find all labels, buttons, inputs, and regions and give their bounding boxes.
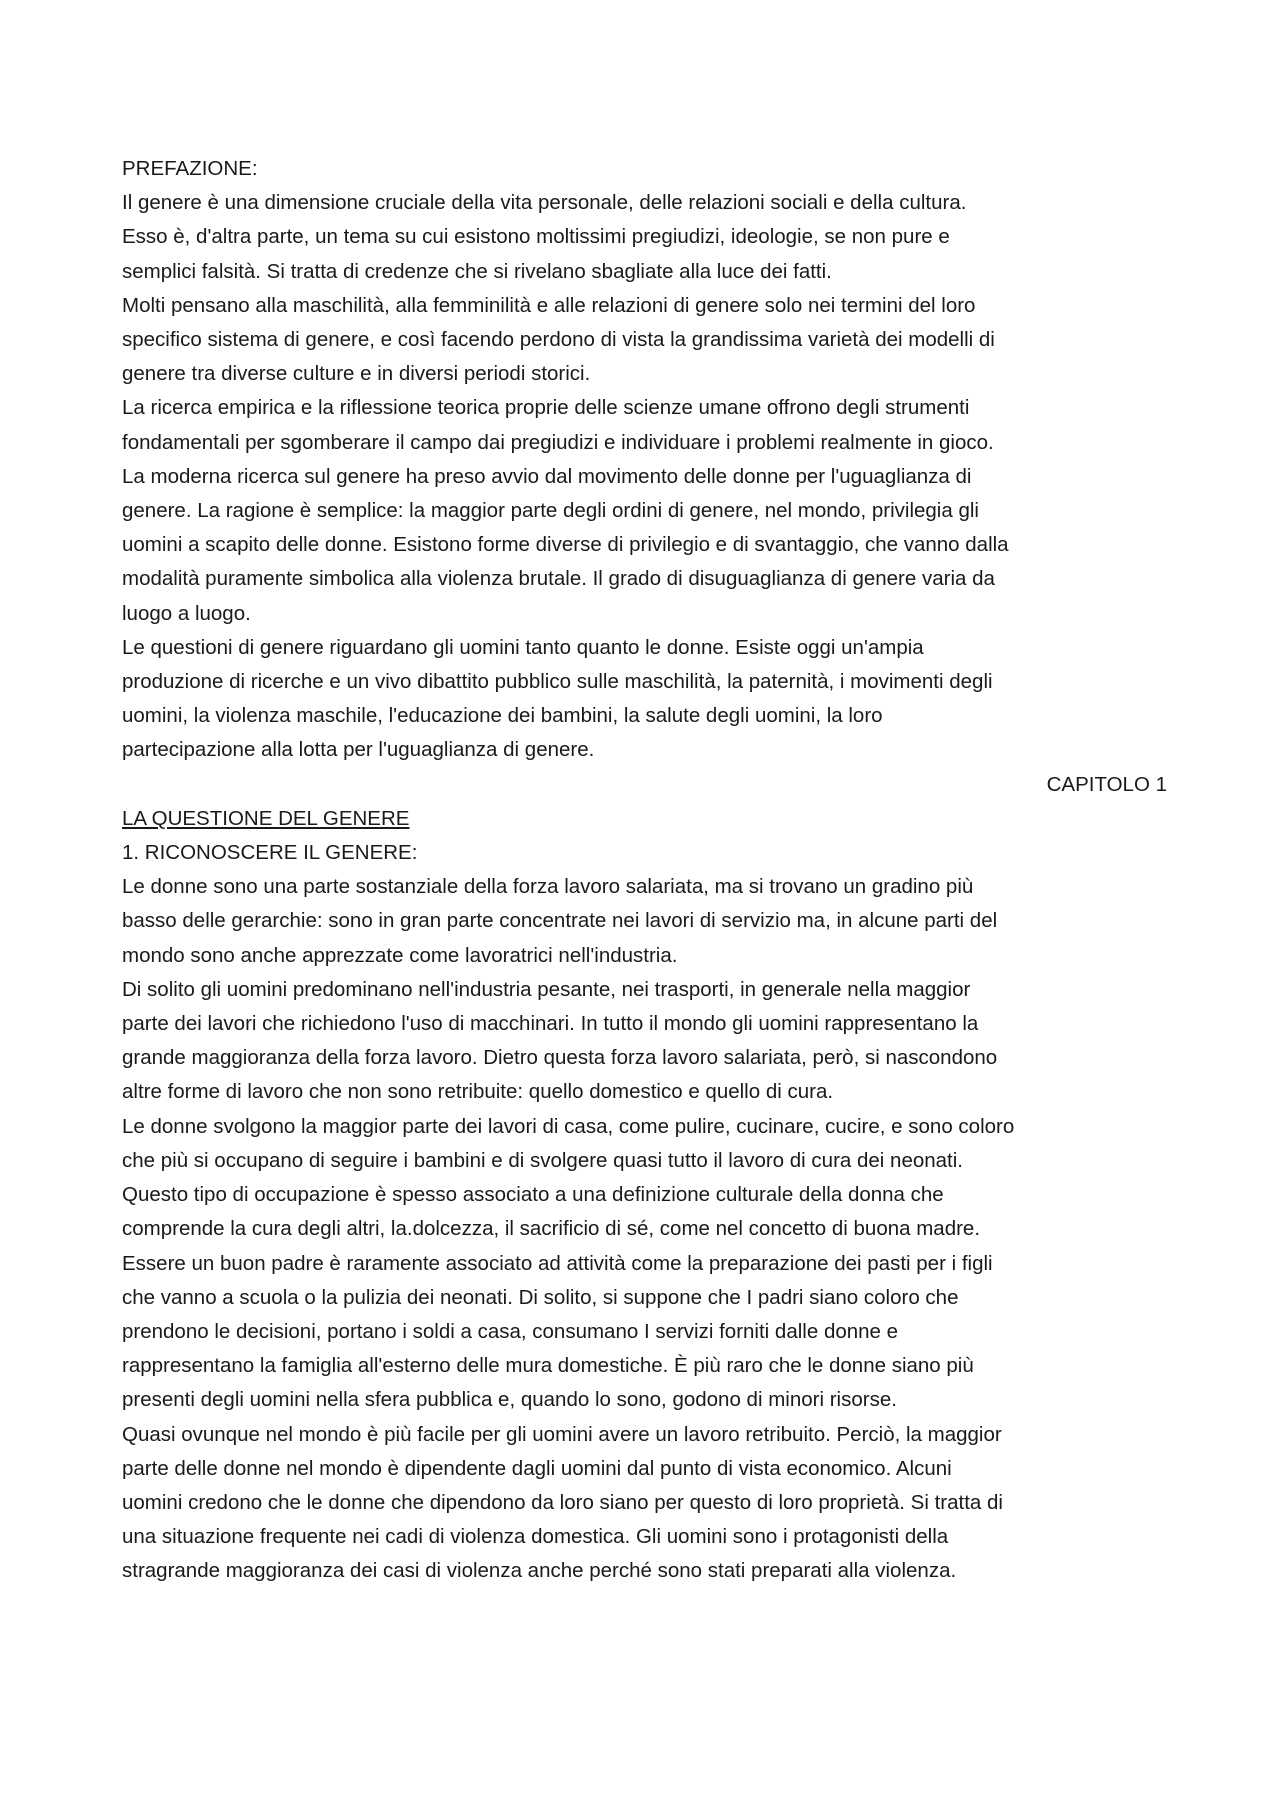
text-line: altre forme di lavoro che non sono retribuite: quello domestico e quello di cura. xyxy=(122,1080,834,1104)
text-line: uomini credono che le donne che dipendono da loro siano per questo di loro proprietà. Si tratta di xyxy=(122,1490,1003,1514)
text-line: basso delle gerarchie: sono in gran parte concentrate nei lavori di servizio ma, in alcune parti del xyxy=(122,909,998,933)
text-line: presenti degli uomini nella sfera pubblica e, quando lo sono, godono di minori risorse. xyxy=(122,1388,897,1412)
text-line: parte delle donne nel mondo è dipendente dagli uomini dal punto di vista economico. Alcuni xyxy=(122,1456,952,1480)
text-line: luogo a luogo. xyxy=(122,601,251,625)
text-line: produzione di ricerche e un vivo dibattito pubblico sulle maschilità, la paternità, i movimenti degli xyxy=(122,670,993,694)
text-line: Le donne sono una parte sostanziale della forza lavoro salariata, ma si trovano un gradino più xyxy=(122,875,974,899)
text-line: mondo sono anche apprezzate come lavoratrici nell'industria. xyxy=(122,943,678,967)
text-line: Le donne svolgono la maggior parte dei lavori di casa, come pulire, cucinare, cucire, e sono coloro xyxy=(122,1114,1015,1138)
preface-heading: PREFAZIONE: xyxy=(122,157,258,180)
text-line: specifico sistema di genere, e così facendo perdono di vista la grandissima varietà dei modelli di xyxy=(122,328,995,352)
text-line: parte dei lavori che richiedono l'uso di macchinari. In tutto il mondo gli uomini rappresentano la xyxy=(122,1012,979,1036)
text-line: genere tra diverse culture e in diversi periodi storici. xyxy=(122,362,591,386)
text-line: genere. La ragione è semplice: la maggior parte degli ordini di genere, nel mondo, privilegia gli xyxy=(122,499,979,523)
text-line: una situazione frequente nei cadi di violenza domestica. Gli uomini sono i protagonisti della xyxy=(122,1525,949,1549)
text-line: prendono le decisioni, portano i soldi a casa, consumano I servizi forniti dalle donne e xyxy=(122,1319,899,1343)
text-line: La ricerca empirica e la riflessione teorica proprie delle scienze umane offrono degli strumenti xyxy=(122,396,970,420)
text-line: Molti pensano alla maschilità, alla femminilità e alle relazioni di genere solo nei termini del loro xyxy=(122,293,976,317)
section-body xyxy=(122,870,1167,1588)
text-line: stragrande maggioranza dei casi di violenza anche perché sono stati preparati alla violenza. xyxy=(122,1559,957,1583)
text-line: La moderna ricerca sul genere ha preso avvio dal movimento delle donne per l'uguaglianza di xyxy=(122,464,972,488)
text-line: Questo tipo di occupazione è spesso associato a una definizione culturale della donna che xyxy=(122,1183,944,1207)
text-line: comprende la cura degli altri, la.dolcezza, il sacrificio di sé, come nel concetto di buona madre. xyxy=(122,1217,981,1241)
text-line: rappresentano la famiglia all'esterno delle mura domestiche. È più raro che le donne siano più xyxy=(122,1354,974,1378)
text-line: uomini, la violenza maschile, l'educazione dei bambini, la salute degli uomini, la loro xyxy=(122,704,883,728)
preface-body xyxy=(122,186,1167,767)
section-heading: 1. RICONOSCERE IL GENERE: xyxy=(122,841,418,865)
text-line: partecipazione alla lotta per l'uguaglianza di genere. xyxy=(122,738,595,762)
text-line: grande maggioranza della forza lavoro. Dietro questa forza lavoro salariata, però, si nascondono xyxy=(122,1046,998,1070)
text-line: fondamentali per sgomberare il campo dai pregiudizi e individuare i problemi realmente in gioco. xyxy=(122,430,994,454)
text-line: Il genere è una dimensione cruciale della vita personale, delle relazioni sociali e della cultura. xyxy=(122,191,967,215)
text-line: che più si occupano di seguire i bambini e di svolgere quasi tutto il lavoro di cura dei neonati. xyxy=(122,1148,964,1172)
text-line: modalità puramente simbolica alla violenza brutale. Il grado di disuguaglianza di genere varia da xyxy=(122,567,995,591)
text-line: uomini a scapito delle donne. Esistono forme diverse di privilegio e di svantaggio, che vanno dalla xyxy=(122,533,1009,557)
text-line: che vanno a scuola o la pulizia dei neonati. Di solito, si suppone che I padri siano coloro che xyxy=(122,1285,959,1309)
text-line: Le questioni di genere riguardano gli uomini tanto quanto le donne. Esiste oggi un'ampia xyxy=(122,635,924,659)
text-line: semplici falsità. Si tratta di credenze che si rivelano sbagliate alla luce dei fatti. xyxy=(122,259,832,283)
text-line: Esso è, d'altra parte, un tema su cui esistono moltissimi pregiudizi, ideologie, se non pure e xyxy=(122,225,950,249)
chapter-title: LA QUESTIONE DEL GENERE xyxy=(122,806,410,830)
text-line: Di solito gli uomini predominano nell'industria pesante, nei trasporti, in generale nella maggior xyxy=(122,977,971,1001)
text-line: Essere un buon padre è raramente associato ad attività come la preparazione dei pasti per i figli xyxy=(122,1251,993,1275)
chapter-label: CAPITOLO 1 xyxy=(1046,772,1167,796)
text-line: Quasi ovunque nel mondo è più facile per gli uomini avere un lavoro retribuito. Perciò, la maggior xyxy=(122,1422,1002,1446)
document-page xyxy=(122,152,1167,1589)
